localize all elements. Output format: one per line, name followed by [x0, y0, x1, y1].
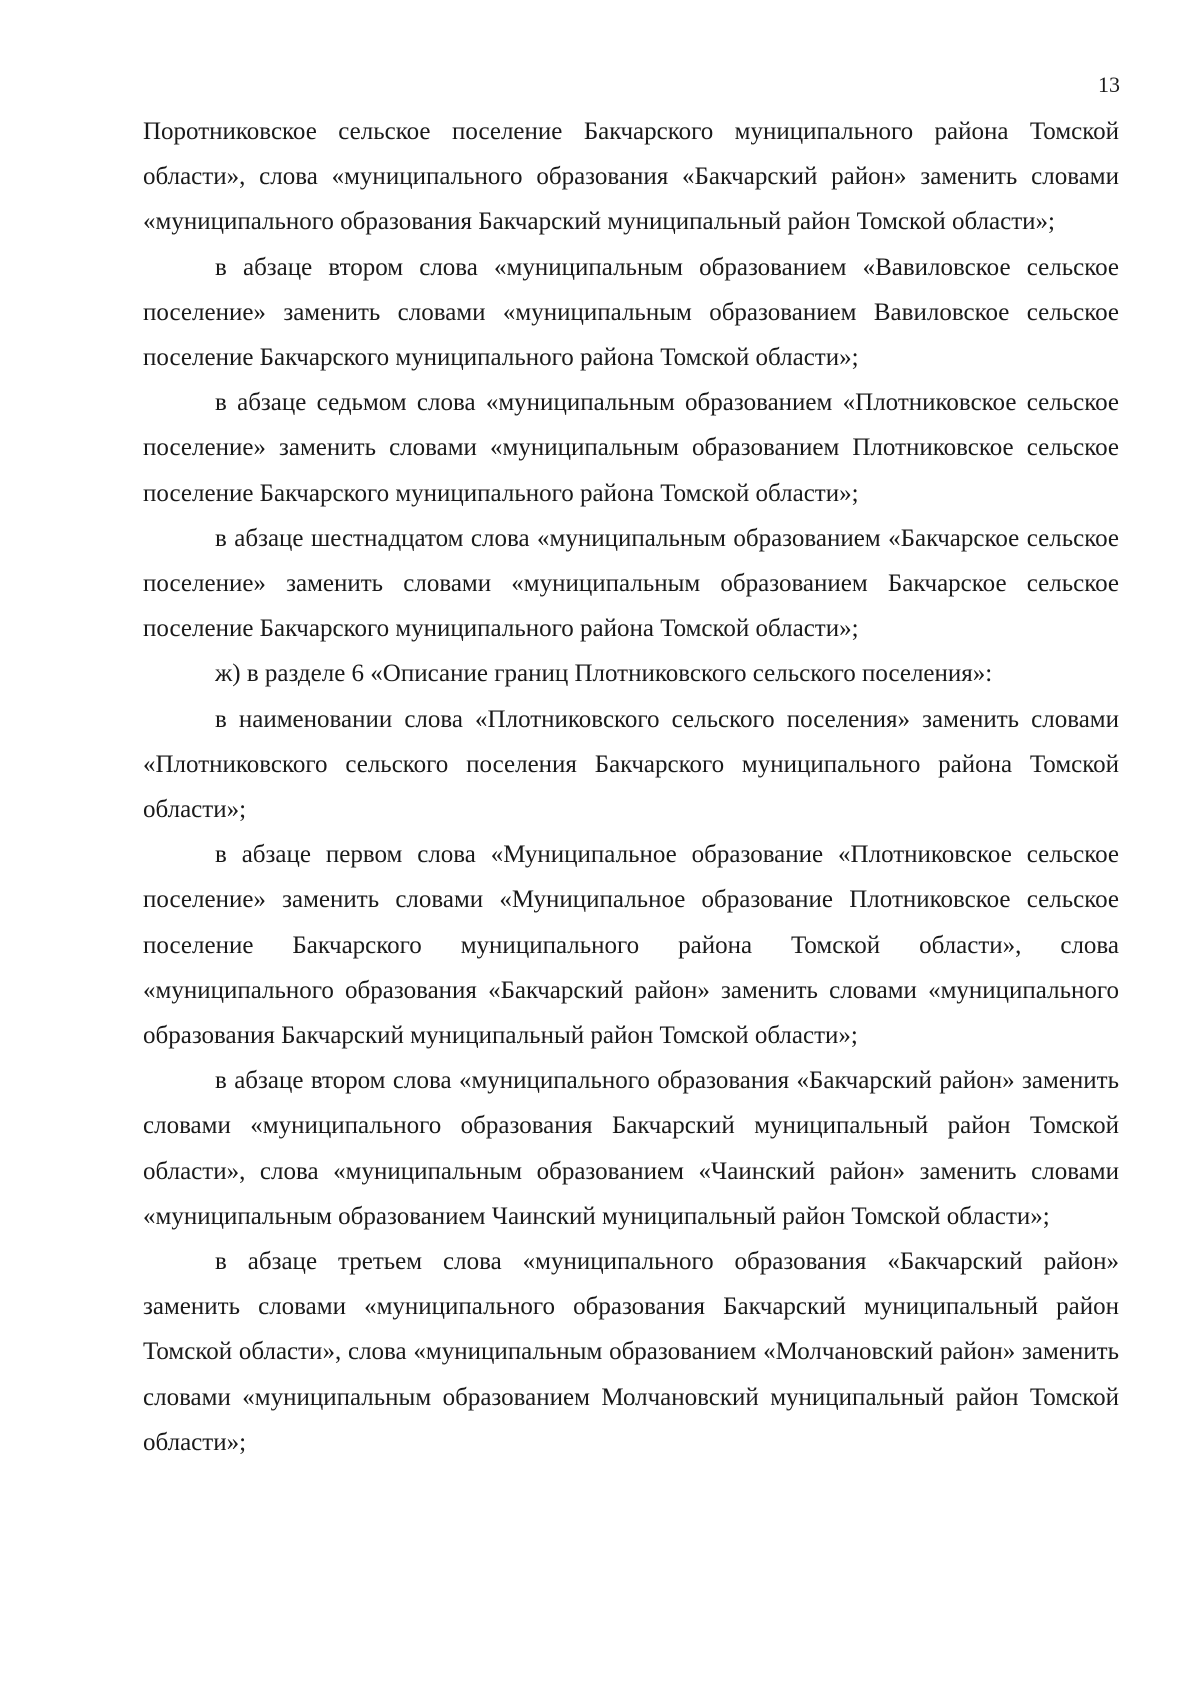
paragraph-6: в наименовании слова «Плотниковского сельского поселения» заменить словами «Плотниковского сельского поселения Бакчарского муниципального района Томской области»; [143, 705, 1119, 824]
paragraph-8: в абзаце втором слова «муниципального образования «Бакчарский район» заменить словами «муниципального образования Бакчарский муниципальный район Томской области», слова «муниципальным образованием «Чаинский район» заменить словами «муниципальным образованием Чаинский муниципальный район Томской области»; [143, 1067, 1119, 1230]
paragraph-4: в абзаце шестнадцатом слова «муниципальным образованием «Бакчарское сельское поселение» заменить словами «муниципальным образованием Бакчарское сельское поселение Бакчарского муниципального района Томской области»; [143, 524, 1119, 643]
paragraph-1: Поротниковское сельское поселение Бакчарского муниципального района Томской области», слова «муниципального образования «Бакчарский район» заменить словами «муниципального образования Бакчарский муниципальный район Томской области»; [143, 118, 1119, 236]
page-number: 13 [1098, 72, 1120, 97]
paragraph-7: в абзаце первом слова «Муниципальное образование «Плотниковское сельское поселение» заменить словами «Муниципальное образование Плотниковское сельское поселение Бакчарского муниципального района Томской области», слова «муниципального образования «Бакчарский район» заменить словами «муниципального образования Бакчарский муниципальный район Томской области»; [143, 841, 1119, 1050]
paragraph-5: ж) в разделе 6 «Описание границ Плотниковского сельского поселения»: [215, 660, 993, 688]
paragraph-2: в абзаце втором слова «муниципальным образованием «Вавиловское сельское поселение» заменить словами «муниципальным образованием Вавиловское сельское поселение Бакчарского муниципального района Томской области»; [143, 253, 1119, 372]
document-body [143, 109, 1119, 1465]
paragraph-3: в абзаце седьмом слова «муниципальным образованием «Плотниковское сельское поселение» заменить словами «муниципальным образованием Плотниковское сельское поселение Бакчарского муниципального района Томской области»; [143, 389, 1119, 507]
paragraph-9: в абзаце третьем слова «муниципального образования «Бакчарский район» заменить словами «муниципального образования Бакчарский муниципальный район Томской области», слова «муниципальным образованием «Молчановский район» заменить словами «муниципальным образованием Молчановский муниципальный район Томской области»; [143, 1248, 1119, 1456]
